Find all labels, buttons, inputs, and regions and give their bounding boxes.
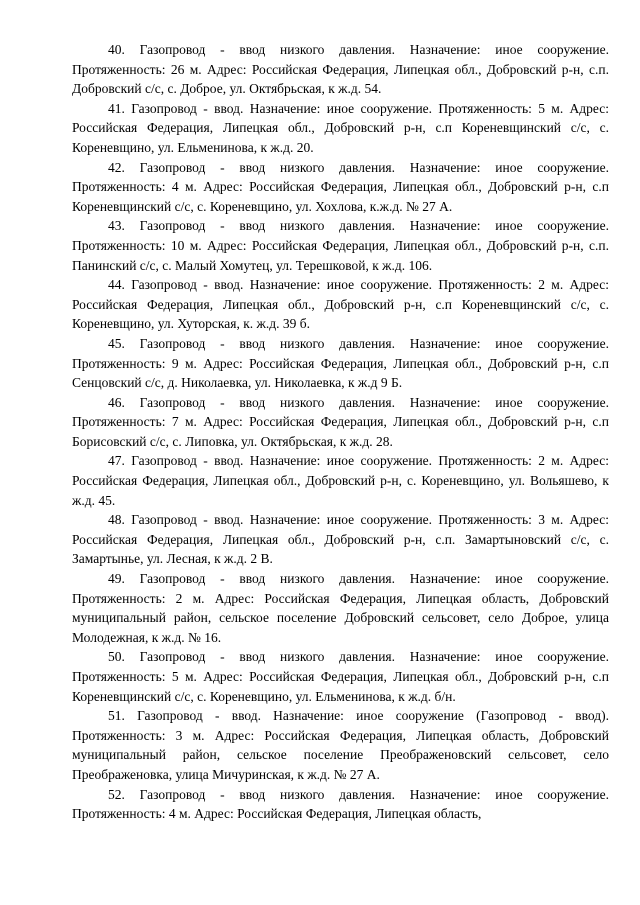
list-item-41: 41. Газопровод - ввод. Назначение: иное сооружение. Протяженность: 5 м. Адрес: Российская Федерация, Липецкая обл., Добровский р-н, с.п Кореневщинский с/с, с. Кореневщино, ул. Ельменинова, к ж.д. 20. [72, 100, 609, 155]
list-item-43: 43. Газопровод - ввод низкого давления. Назначение: иное сооружение. Протяженность: 10 м. Адрес: Российская Федерация, Липецкая обл., Добровский р-н, с.п. Панинский с/с, с. Малый Хомутец, ул. Терешковой, к ж.д. 106. [72, 218, 609, 273]
list-item-40: 40. Газопровод - ввод низкого давления. Назначение: иное сооружение. Протяженность: 26 м. Адрес: Российская Федерация, Липецкая обл., Добровский р-н, с.п. Добровский с/с, с. Доброе, ул. Октябрьская, к ж.д. 54. [72, 42, 609, 97]
list-item-46: 46. Газопровод - ввод низкого давления. Назначение: иное сооружение. Протяженность: 7 м. Адрес: Российская Федерация, Липецкая обл., Добровский р-н, с.п Борисовский с/с, с. Липовка, ул. Октябрьская, к ж.д. 28. [72, 394, 609, 449]
list-item-52: 52. Газопровод - ввод низкого давления. Назначение: иное сооружение. Протяженность: 4 м. Адрес: Российская Федерация, Липецкая область, [72, 786, 609, 822]
list-item-48: 48. Газопровод - ввод. Назначение: иное сооружение. Протяженность: 3 м. Адрес: Российская Федерация, Липецкая обл., Добровский р-н, с.п. Замартыновский с/с, с. Замартынье, ул. Лесная, к ж.д. 2 В. [72, 512, 609, 567]
document-page [72, 40, 609, 824]
list-item-51: 51. Газопровод - ввод. Назначение: иное сооружение (Газопровод - ввод). Протяженность: 3 м. Адрес: Российская Федерация, Липецкая область, Добровский муниципальный район, сельское поселение Преображеновский сельсовет, село Преображеновка, улица Мичуринская, к ж.д. № 27 А. [72, 708, 609, 782]
list-item-47: 47. Газопровод - ввод. Назначение: иное сооружение. Протяженность: 2 м. Адрес: Российская Федерация, Липецкая обл., Добровский р-н, с. Кореневщино, ул. Вольяшево, к ж.д. 45. [72, 453, 609, 508]
list-item-49: 49. Газопровод - ввод низкого давления. Назначение: иное сооружение. Протяженность: 2 м. Адрес: Российская Федерация, Липецкая область, Добровский муниципальный район, сельское поселение Добровский сельсовет, село Доброе, улица Молодежная, к ж.д. № 16. [72, 571, 609, 645]
list-item-42: 42. Газопровод - ввод низкого давления. Назначение: иное сооружение. Протяженность: 4 м. Адрес: Российская Федерация, Липецкая обл., Добровский р-н, с.п Кореневщинский с/с, с. Кореневщино, ул. Хохлова, к.ж.д. № 27 А. [72, 159, 609, 214]
list-item-44: 44. Газопровод - ввод. Назначение: иное сооружение. Протяженность: 2 м. Адрес: Российская Федерация, Липецкая обл., Добровский р-н, с.п Кореневщинский с/с, с. Кореневщино, ул. Хуторская, к. ж.д. 39 б. [72, 277, 609, 332]
list-item-50: 50. Газопровод - ввод низкого давления. Назначение: иное сооружение. Протяженность: 5 м. Адрес: Российская Федерация, Липецкая обл., Добровский р-н, с.п Кореневщинский с/с, с. Кореневщино, ул. Ельменинова, к ж.д. б/н. [72, 649, 609, 704]
list-item-45: 45. Газопровод - ввод низкого давления. Назначение: иное сооружение. Протяженность: 9 м. Адрес: Российская Федерация, Липецкая обл., Добровский р-н, с.п Сенцовский с/с, д. Николаевка, ул. Николаевка, к ж.д 9 Б. [72, 335, 609, 391]
